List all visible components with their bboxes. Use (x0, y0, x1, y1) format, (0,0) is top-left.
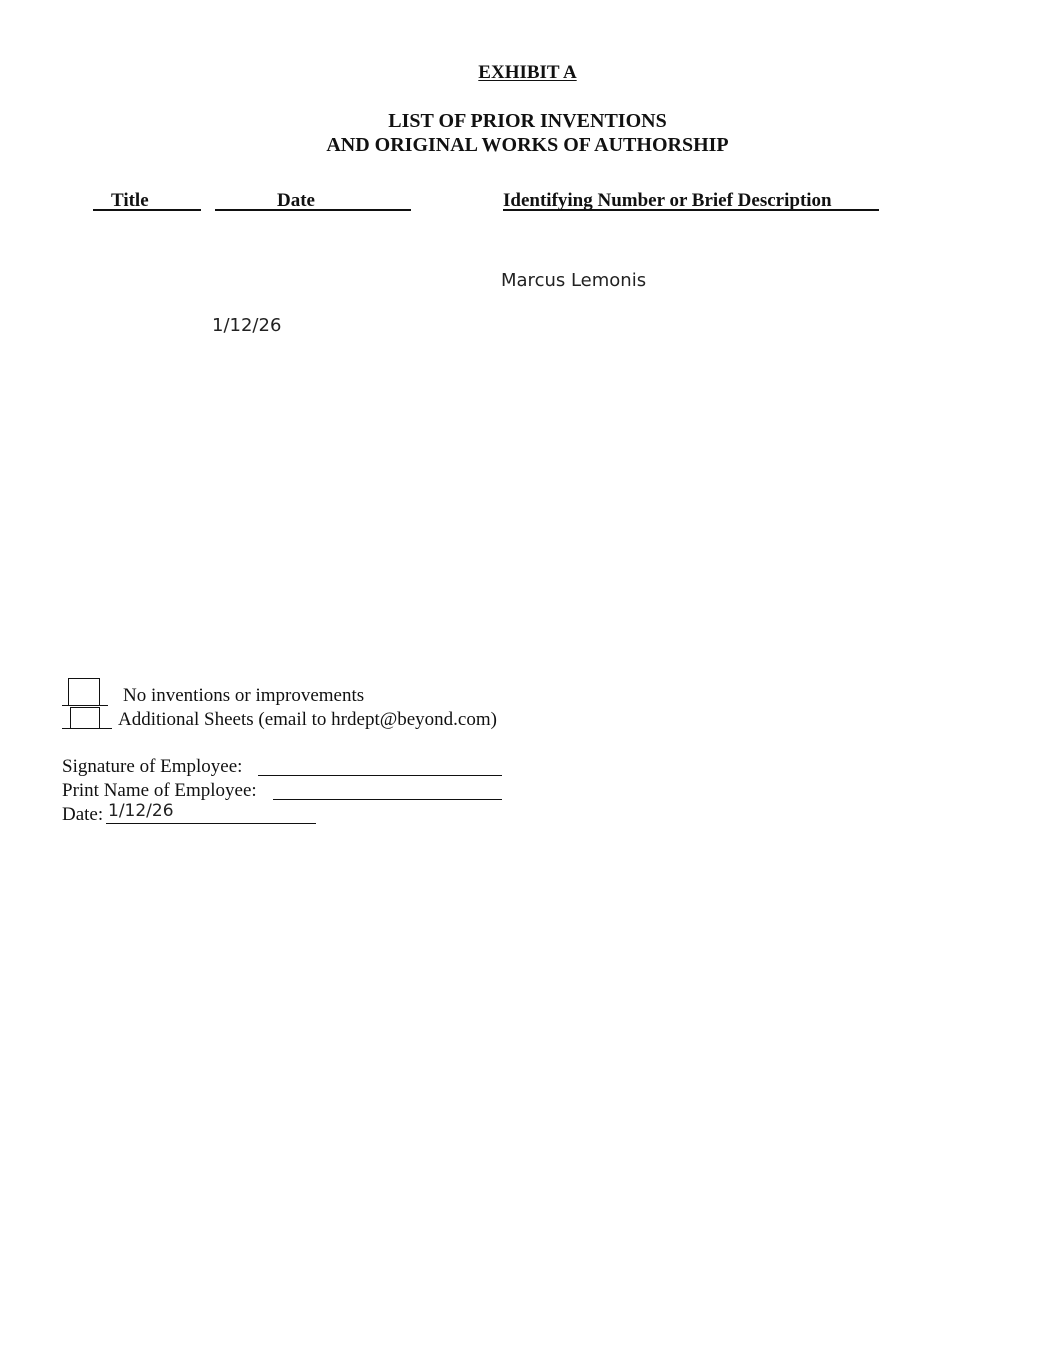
additional-sheets-checkbox-line (62, 728, 112, 729)
additional-sheets-label: Additional Sheets (email to hrdept@beyond.com) (118, 709, 497, 730)
exhibit-heading: EXHIBIT A (478, 62, 577, 83)
no-inventions-label: No inventions or improvements (123, 685, 365, 706)
print-name-field[interactable] (273, 799, 502, 800)
column-header-date (215, 190, 415, 214)
signature-label: Signature of Employee: (62, 756, 243, 777)
document-title-line-1: LIST OF PRIOR INVENTIONS (388, 110, 667, 132)
entry-date-value[interactable]: 1/12/26 (212, 315, 282, 336)
column-header-description-underline (503, 209, 879, 211)
column-header-date-text: Date (277, 190, 315, 211)
column-header-description (503, 190, 883, 214)
signature-date-value[interactable]: 1/12/26 (108, 801, 174, 821)
document-title-line-2: AND ORIGINAL WORKS OF AUTHORSHIP (326, 134, 729, 156)
signature-field[interactable] (258, 775, 502, 776)
signature-date-field[interactable] (106, 823, 316, 824)
column-header-date-underline (215, 209, 411, 211)
signature-date-label: Date: (62, 804, 104, 825)
entry-name-value[interactable]: Marcus Lemonis (501, 270, 647, 291)
no-inventions-checkbox-line (62, 705, 108, 706)
additional-sheets-checkbox-box[interactable] (70, 707, 100, 729)
print-name-label: Print Name of Employee: (62, 780, 257, 801)
column-header-title-text: Title (111, 190, 149, 211)
no-inventions-checkbox-box[interactable] (68, 678, 100, 706)
column-header-title (93, 190, 203, 214)
column-header-description-text: Identifying Number or Brief Description (503, 190, 832, 211)
column-header-title-underline (93, 209, 201, 211)
